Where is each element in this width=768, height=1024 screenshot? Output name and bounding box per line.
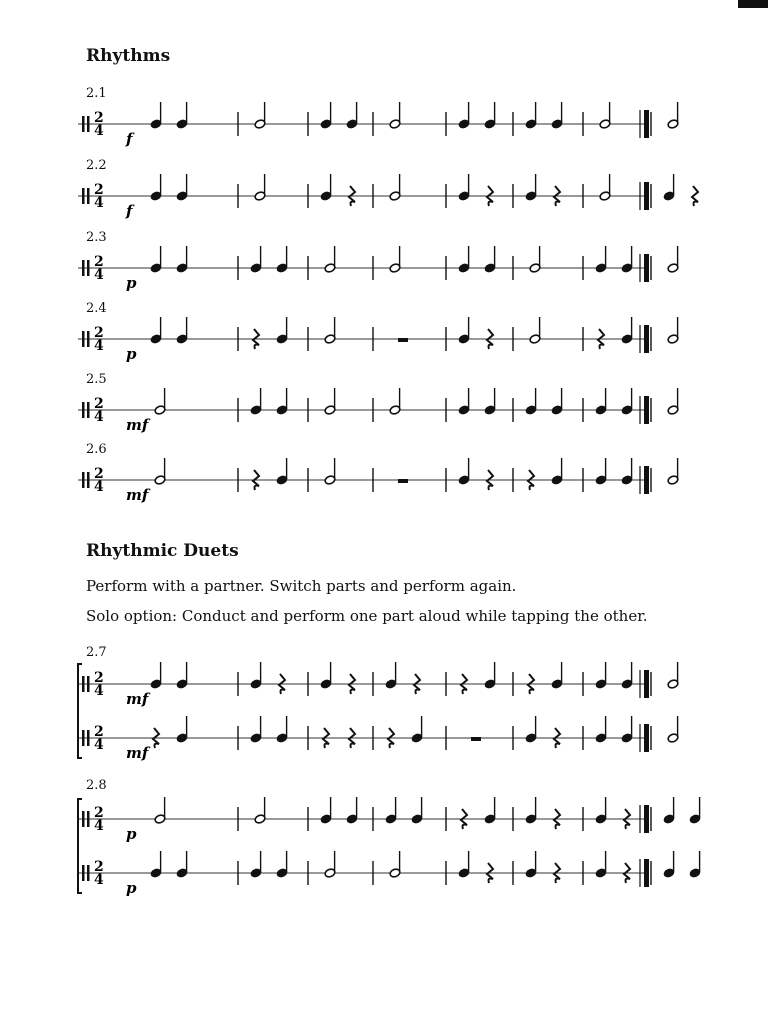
quarter-note (484, 388, 496, 415)
half-note (389, 388, 401, 415)
rhythm-staff (78, 242, 668, 292)
rhythm-staff (78, 98, 668, 148)
quarter-note (525, 851, 537, 878)
exercise-number: 2.2 (86, 158, 107, 173)
half-note (324, 246, 336, 273)
percussion-clef (87, 811, 90, 827)
quarter-note (320, 662, 332, 689)
quarter-note (176, 851, 188, 878)
quarter-note (484, 246, 496, 273)
percussion-clef (87, 188, 90, 204)
duet-system (78, 660, 668, 760)
time-signature-bottom: 4 (94, 123, 104, 139)
quarter-note (458, 174, 470, 201)
dynamic-marking: mf (126, 416, 149, 434)
percussion-clef (87, 116, 90, 132)
percussion-clef (82, 676, 85, 692)
final-barline (644, 182, 649, 210)
quarter-note (250, 851, 262, 878)
quarter-note (458, 458, 470, 485)
time-signature-bottom: 4 (94, 872, 104, 888)
half-note (389, 851, 401, 878)
percussion-clef (82, 260, 85, 276)
half-note (154, 797, 166, 824)
quarter-note (595, 662, 607, 689)
percussion-clef (87, 865, 90, 881)
time-signature-bottom: 4 (94, 479, 104, 495)
quarter-note (458, 102, 470, 129)
quarter-note (689, 851, 701, 878)
dynamic-marking: mf (126, 486, 149, 504)
quarter-note (320, 797, 332, 824)
half-note (389, 102, 401, 129)
half-note (154, 458, 166, 485)
time-signature-top: 2 (94, 182, 104, 198)
half-note (254, 102, 266, 129)
quarter-note (385, 797, 397, 824)
exercise-number: 2.1 (86, 86, 107, 101)
percussion-clef (87, 260, 90, 276)
dynamic-marking: f (126, 202, 133, 220)
half-note (254, 797, 266, 824)
quarter-note (150, 102, 162, 129)
half-note (667, 102, 679, 129)
quarter-note (176, 174, 188, 201)
quarter-note (595, 458, 607, 485)
time-signature-bottom: 4 (94, 409, 104, 425)
percussion-clef (82, 402, 85, 418)
quarter-note (621, 317, 633, 344)
final-barline (644, 670, 649, 698)
quarter-note (621, 388, 633, 415)
dynamic-marking: p (126, 879, 137, 897)
quarter-note (663, 174, 675, 201)
time-signature-bottom: 4 (94, 683, 104, 699)
half-note (324, 388, 336, 415)
time-signature-top: 2 (94, 805, 104, 821)
half-note (667, 716, 679, 743)
quarter-note (250, 716, 262, 743)
dynamic-marking: p (126, 825, 137, 843)
half-rest (398, 479, 408, 483)
quarter-note (150, 174, 162, 201)
quarter-note (150, 851, 162, 878)
page-edge-mark (738, 0, 768, 8)
quarter-note (250, 662, 262, 689)
quarter-note (150, 246, 162, 273)
half-note (389, 174, 401, 201)
quarter-note (176, 716, 188, 743)
quarter-note (458, 851, 470, 878)
time-signature-top: 2 (94, 325, 104, 341)
quarter-note (458, 246, 470, 273)
instruction-text: Perform with a partner. Switch parts and perform again. (86, 577, 517, 595)
quarter-note (150, 317, 162, 344)
percussion-clef (87, 730, 90, 746)
quarter-note (595, 716, 607, 743)
half-note (254, 174, 266, 201)
duets-heading: Rhythmic Duets (86, 541, 239, 561)
final-barline (644, 396, 649, 424)
exercise-number: 2.7 (86, 645, 107, 660)
half-note (667, 458, 679, 485)
quarter-note (276, 388, 288, 415)
half-note (529, 317, 541, 344)
time-signature-top: 2 (94, 466, 104, 482)
quarter-note (276, 246, 288, 273)
final-barline (644, 724, 649, 752)
time-signature-bottom: 4 (94, 338, 104, 354)
final-barline (644, 110, 649, 138)
half-note (324, 851, 336, 878)
quarter-note (551, 102, 563, 129)
exercise-number: 2.6 (86, 442, 107, 457)
half-rest (398, 338, 408, 342)
dynamic-marking: mf (126, 690, 149, 708)
half-note (599, 174, 611, 201)
quarter-note (346, 102, 358, 129)
half-note (154, 388, 166, 415)
percussion-clef (82, 116, 85, 132)
time-signature-bottom: 4 (94, 195, 104, 211)
dynamic-marking: p (126, 274, 137, 292)
time-signature-top: 2 (94, 110, 104, 126)
quarter-note (663, 797, 675, 824)
percussion-clef (87, 402, 90, 418)
time-signature-bottom: 4 (94, 818, 104, 834)
exercise-number: 2.4 (86, 301, 107, 316)
quarter-note (595, 388, 607, 415)
time-signature-top: 2 (94, 859, 104, 875)
exercise-number: 2.8 (86, 778, 107, 793)
quarter-note (621, 662, 633, 689)
rhythms-heading: Rhythms (86, 46, 171, 66)
percussion-clef (82, 331, 85, 347)
time-signature-top: 2 (94, 396, 104, 412)
quarter-note (320, 174, 332, 201)
final-barline (644, 859, 649, 887)
quarter-note (176, 246, 188, 273)
system-bracket (78, 799, 82, 893)
duet-system (78, 795, 668, 905)
half-note (667, 662, 679, 689)
exercise-number: 2.5 (86, 372, 107, 387)
half-note (324, 317, 336, 344)
instruction-text: Solo option: Conduct and perform one part aloud while tapping the other. (86, 607, 648, 625)
quarter-note (411, 716, 423, 743)
half-note (667, 317, 679, 344)
final-barline (644, 325, 649, 353)
quarter-note (689, 797, 701, 824)
rhythm-staff (78, 454, 668, 504)
final-barline (644, 254, 649, 282)
quarter-note (250, 246, 262, 273)
quarter-note (525, 174, 537, 201)
time-signature-bottom: 4 (94, 737, 104, 753)
percussion-clef (82, 865, 85, 881)
half-note (599, 102, 611, 129)
quarter-note (411, 797, 423, 824)
dynamic-marking: p (126, 345, 137, 363)
quarter-note (525, 102, 537, 129)
quarter-note (250, 388, 262, 415)
quarter-note (595, 797, 607, 824)
quarter-note (621, 716, 633, 743)
quarter-note (595, 851, 607, 878)
percussion-clef (87, 676, 90, 692)
quarter-note (346, 797, 358, 824)
quarter-note (525, 388, 537, 415)
quarter-note (525, 797, 537, 824)
percussion-clef (87, 472, 90, 488)
quarter-note (150, 662, 162, 689)
quarter-note (176, 102, 188, 129)
percussion-clef (82, 472, 85, 488)
quarter-rest (692, 186, 698, 206)
quarter-note (551, 458, 563, 485)
quarter-note (176, 662, 188, 689)
time-signature-top: 2 (94, 254, 104, 270)
percussion-clef (82, 811, 85, 827)
half-note (667, 246, 679, 273)
percussion-clef (82, 730, 85, 746)
quarter-note (484, 797, 496, 824)
quarter-note (551, 662, 563, 689)
half-note (324, 458, 336, 485)
time-signature-top: 2 (94, 670, 104, 686)
rhythm-staff (78, 384, 668, 434)
quarter-note (621, 458, 633, 485)
quarter-note (276, 851, 288, 878)
system-bracket (78, 664, 82, 758)
exercise-number: 2.3 (86, 230, 107, 245)
final-barline (644, 805, 649, 833)
dynamic-marking: mf (126, 744, 149, 762)
quarter-note (595, 246, 607, 273)
half-note (389, 246, 401, 273)
percussion-clef (82, 188, 85, 204)
quarter-note (276, 317, 288, 344)
quarter-note (458, 317, 470, 344)
quarter-note (276, 458, 288, 485)
quarter-note (525, 716, 537, 743)
rhythm-staff (78, 313, 668, 363)
percussion-clef (87, 331, 90, 347)
final-barline (644, 466, 649, 494)
quarter-note (458, 388, 470, 415)
quarter-note (385, 662, 397, 689)
quarter-note (176, 317, 188, 344)
half-note (667, 388, 679, 415)
quarter-note (320, 102, 332, 129)
quarter-note (551, 388, 563, 415)
quarter-note (663, 851, 675, 878)
time-signature-top: 2 (94, 724, 104, 740)
half-note (529, 246, 541, 273)
quarter-note (621, 246, 633, 273)
dynamic-marking: f (126, 130, 133, 148)
half-rest (471, 737, 481, 741)
rhythm-staff (78, 170, 668, 220)
quarter-note (484, 102, 496, 129)
quarter-note (276, 716, 288, 743)
quarter-note (484, 662, 496, 689)
time-signature-bottom: 4 (94, 267, 104, 283)
